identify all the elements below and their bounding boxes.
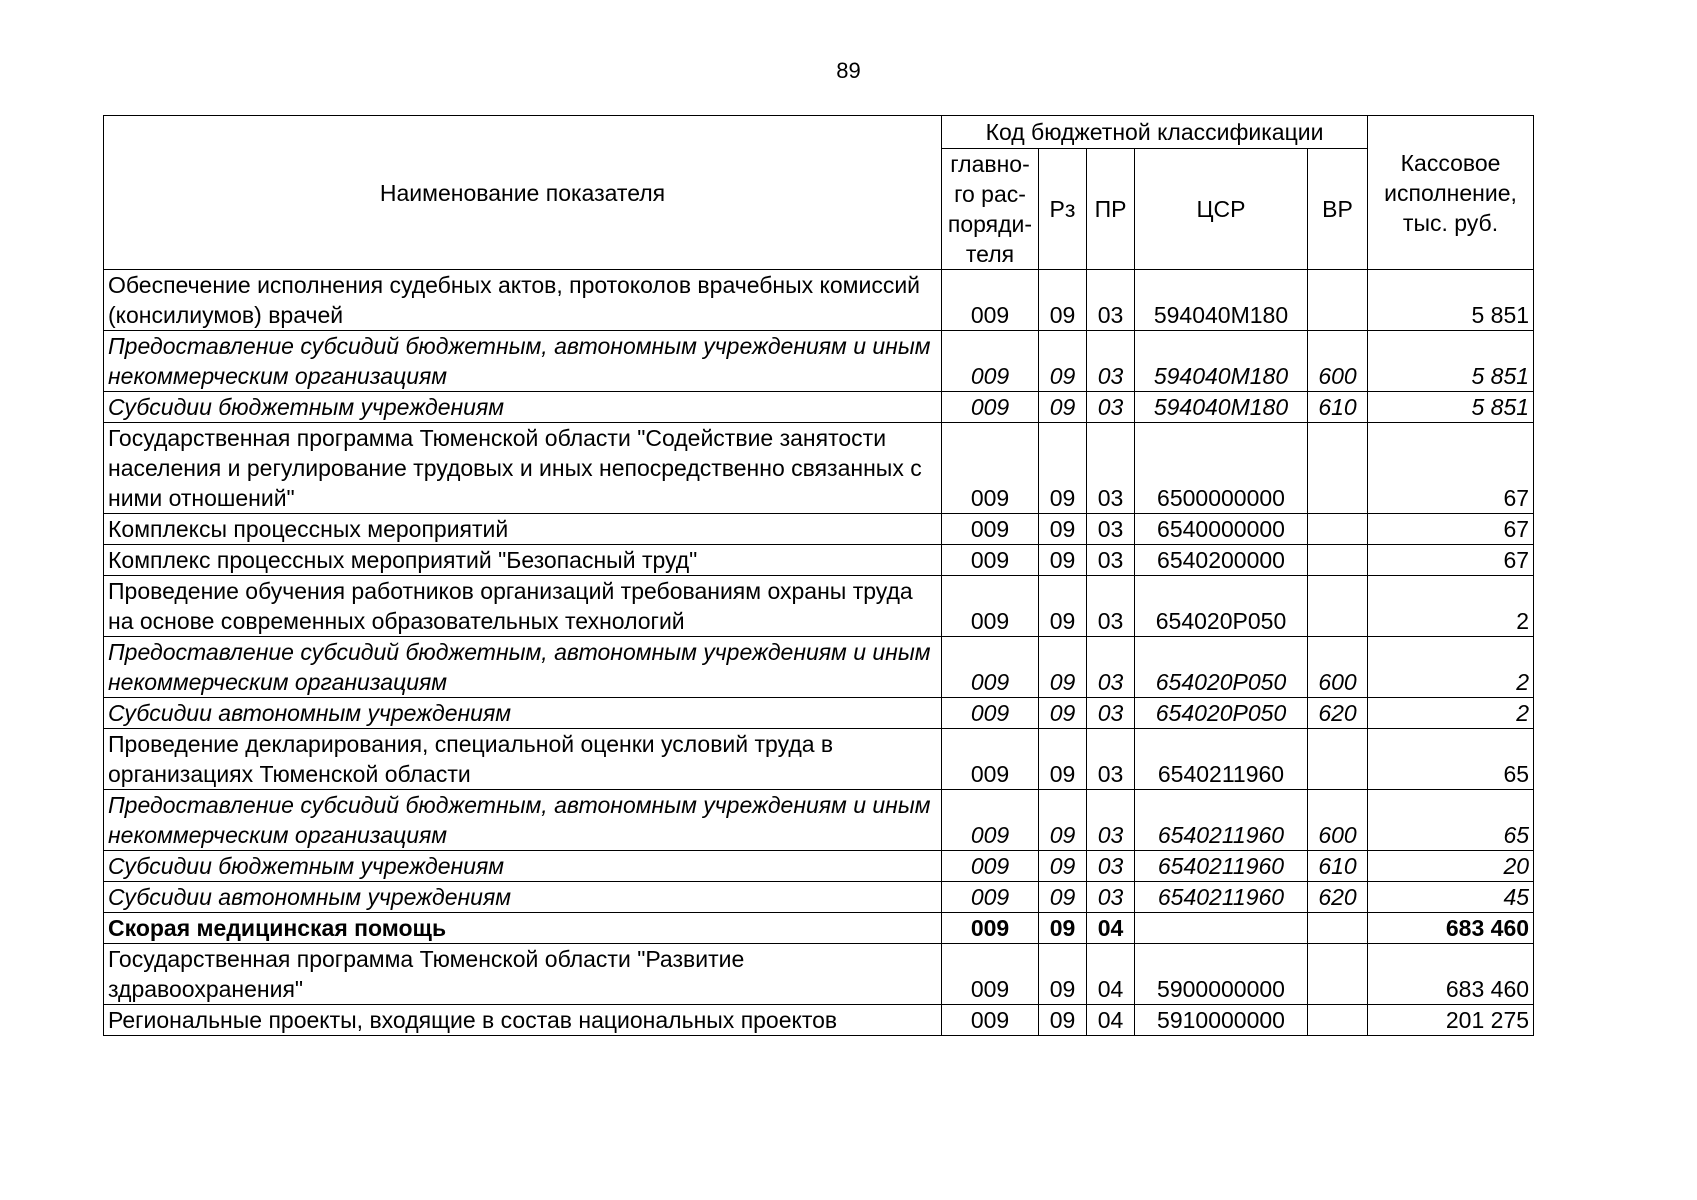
row-amount: 683 460 — [1368, 944, 1534, 1005]
row-csr-code — [1135, 913, 1308, 944]
row-vr-code: 620 — [1308, 882, 1368, 913]
row-rz-code: 09 — [1039, 576, 1087, 637]
row-vr-code: 610 — [1308, 851, 1368, 882]
row-admin-code: 009 — [942, 576, 1039, 637]
row-admin-code: 009 — [942, 637, 1039, 698]
row-rz-code: 09 — [1039, 913, 1087, 944]
row-vr-code: 600 — [1308, 331, 1368, 392]
row-amount: 683 460 — [1368, 913, 1534, 944]
row-csr-code: 654020Р050 — [1135, 576, 1308, 637]
row-pr-code: 03 — [1087, 851, 1135, 882]
table-row — [104, 514, 1534, 545]
row-name: Предоставление субсидий бюджетным, автономным учреждениям и иным некоммерческим организациям — [104, 331, 942, 392]
row-rz-code: 09 — [1039, 637, 1087, 698]
row-admin-code: 009 — [942, 514, 1039, 545]
row-vr-code — [1308, 1005, 1368, 1036]
page-number: 89 — [836, 58, 861, 83]
row-name: Субсидии бюджетным учреждениям — [104, 851, 942, 882]
row-pr-code: 03 — [1087, 729, 1135, 790]
row-csr-code: 6540211960 — [1135, 790, 1308, 851]
row-csr-code: 6540211960 — [1135, 882, 1308, 913]
row-csr-code: 6500000000 — [1135, 423, 1308, 514]
row-vr-code — [1308, 944, 1368, 1005]
row-amount: 45 — [1368, 882, 1534, 913]
table-row — [104, 851, 1534, 882]
row-amount: 67 — [1368, 514, 1534, 545]
row-amount: 5 851 — [1368, 331, 1534, 392]
row-rz-code: 09 — [1039, 392, 1087, 423]
row-pr-code: 03 — [1087, 331, 1135, 392]
row-vr-code — [1308, 576, 1368, 637]
row-rz-code: 09 — [1039, 729, 1087, 790]
row-admin-code: 009 — [942, 882, 1039, 913]
row-csr-code: 6540211960 — [1135, 729, 1308, 790]
header-name: Наименование показателя — [104, 116, 942, 270]
row-csr-code: 6540000000 — [1135, 514, 1308, 545]
row-rz-code: 09 — [1039, 545, 1087, 576]
row-admin-code: 009 — [942, 423, 1039, 514]
row-name: Обеспечение исполнения судебных актов, протоколов врачебных комиссий (консилиумов) врачей — [104, 270, 942, 331]
table-row — [104, 882, 1534, 913]
row-vr-code — [1308, 913, 1368, 944]
row-csr-code: 654020Р050 — [1135, 698, 1308, 729]
header-admin: главно-го рас-поряди-теля — [942, 149, 1039, 270]
row-pr-code: 03 — [1087, 882, 1135, 913]
row-name: Субсидии бюджетным учреждениям — [104, 392, 942, 423]
row-rz-code: 09 — [1039, 1005, 1087, 1036]
row-name: Субсидии автономным учреждениям — [104, 698, 942, 729]
row-name: Комплексы процессных мероприятий — [104, 514, 942, 545]
row-vr-code: 620 — [1308, 698, 1368, 729]
row-amount: 5 851 — [1368, 392, 1534, 423]
row-amount: 2 — [1368, 576, 1534, 637]
row-name: Предоставление субсидий бюджетным, автономным учреждениям и иным некоммерческим организациям — [104, 790, 942, 851]
table-row — [104, 913, 1534, 944]
table-row — [104, 576, 1534, 637]
row-vr-code: 600 — [1308, 637, 1368, 698]
table-row — [104, 944, 1534, 1005]
header-code-group: Код бюджетной классификации — [942, 116, 1368, 149]
row-csr-code: 6540211960 — [1135, 851, 1308, 882]
row-pr-code: 03 — [1087, 698, 1135, 729]
row-rz-code: 09 — [1039, 270, 1087, 331]
row-pr-code: 03 — [1087, 514, 1135, 545]
row-csr-code: 594040М180 — [1135, 331, 1308, 392]
row-rz-code: 09 — [1039, 851, 1087, 882]
row-admin-code: 009 — [942, 545, 1039, 576]
row-admin-code: 009 — [942, 913, 1039, 944]
table-row — [104, 423, 1534, 514]
header-pr: ПР — [1087, 149, 1135, 270]
table-row — [104, 392, 1534, 423]
row-admin-code: 009 — [942, 944, 1039, 1005]
row-admin-code: 009 — [942, 331, 1039, 392]
row-pr-code: 03 — [1087, 392, 1135, 423]
row-admin-code: 009 — [942, 392, 1039, 423]
row-admin-code: 009 — [942, 270, 1039, 331]
row-pr-code: 04 — [1087, 1005, 1135, 1036]
table-row — [104, 698, 1534, 729]
row-csr-code: 5900000000 — [1135, 944, 1308, 1005]
budget-table — [103, 115, 1534, 1036]
row-rz-code: 09 — [1039, 790, 1087, 851]
row-name: Скорая медицинская помощь — [104, 913, 942, 944]
row-amount: 5 851 — [1368, 270, 1534, 331]
row-vr-code — [1308, 729, 1368, 790]
table-row — [104, 270, 1534, 331]
row-name: Предоставление субсидий бюджетным, автономным учреждениям и иным некоммерческим организациям — [104, 637, 942, 698]
table-body — [104, 270, 1534, 1036]
row-vr-code — [1308, 270, 1368, 331]
row-pr-code: 03 — [1087, 270, 1135, 331]
table-row — [104, 545, 1534, 576]
row-vr-code — [1308, 545, 1368, 576]
row-vr-code: 600 — [1308, 790, 1368, 851]
header-cash: Кассовое исполнение, тыс. руб. — [1368, 116, 1534, 270]
row-rz-code: 09 — [1039, 882, 1087, 913]
row-pr-code: 03 — [1087, 423, 1135, 514]
row-amount: 65 — [1368, 790, 1534, 851]
table-row — [104, 1005, 1534, 1036]
row-admin-code: 009 — [942, 790, 1039, 851]
row-rz-code: 09 — [1039, 514, 1087, 545]
row-csr-code: 594040М180 — [1135, 392, 1308, 423]
table-row — [104, 729, 1534, 790]
row-pr-code: 03 — [1087, 637, 1135, 698]
row-name: Региональные проекты, входящие в состав национальных проектов — [104, 1005, 942, 1036]
row-vr-code — [1308, 423, 1368, 514]
row-name: Субсидии автономным учреждениям — [104, 882, 942, 913]
table-row — [104, 637, 1534, 698]
row-amount: 65 — [1368, 729, 1534, 790]
row-admin-code: 009 — [942, 851, 1039, 882]
row-csr-code: 6540200000 — [1135, 545, 1308, 576]
header-csr: ЦСР — [1135, 149, 1308, 270]
row-rz-code: 09 — [1039, 698, 1087, 729]
table-header — [104, 116, 1534, 270]
row-rz-code: 09 — [1039, 331, 1087, 392]
row-amount: 20 — [1368, 851, 1534, 882]
row-name: Государственная программа Тюменской области "Содействие занятости населения и регулирование трудовых и иных непосредственно связанных с ними отношений" — [104, 423, 942, 514]
row-vr-code — [1308, 514, 1368, 545]
row-name: Проведение обучения работников организаций требованиям охраны труда на основе современных образовательных технологий — [104, 576, 942, 637]
row-admin-code: 009 — [942, 698, 1039, 729]
row-rz-code: 09 — [1039, 944, 1087, 1005]
row-vr-code: 610 — [1308, 392, 1368, 423]
header-rz: Рз — [1039, 149, 1087, 270]
row-rz-code: 09 — [1039, 423, 1087, 514]
row-pr-code: 03 — [1087, 545, 1135, 576]
header-vr: ВР — [1308, 149, 1368, 270]
row-pr-code: 03 — [1087, 790, 1135, 851]
row-csr-code: 594040М180 — [1135, 270, 1308, 331]
row-amount: 2 — [1368, 637, 1534, 698]
row-amount: 67 — [1368, 545, 1534, 576]
row-admin-code: 009 — [942, 1005, 1039, 1036]
row-amount: 201 275 — [1368, 1005, 1534, 1036]
row-csr-code: 654020Р050 — [1135, 637, 1308, 698]
row-csr-code: 5910000000 — [1135, 1005, 1308, 1036]
row-admin-code: 009 — [942, 729, 1039, 790]
table-row — [104, 790, 1534, 851]
row-name: Проведение декларирования, специальной оценки условий труда в организациях Тюменской области — [104, 729, 942, 790]
row-pr-code: 04 — [1087, 944, 1135, 1005]
row-name: Государственная программа Тюменской области "Развитие здравоохранения" — [104, 944, 942, 1005]
table-row — [104, 331, 1534, 392]
row-name: Комплекс процессных мероприятий "Безопасный труд" — [104, 545, 942, 576]
row-amount: 2 — [1368, 698, 1534, 729]
row-pr-code: 03 — [1087, 576, 1135, 637]
row-amount: 67 — [1368, 423, 1534, 514]
row-pr-code: 04 — [1087, 913, 1135, 944]
